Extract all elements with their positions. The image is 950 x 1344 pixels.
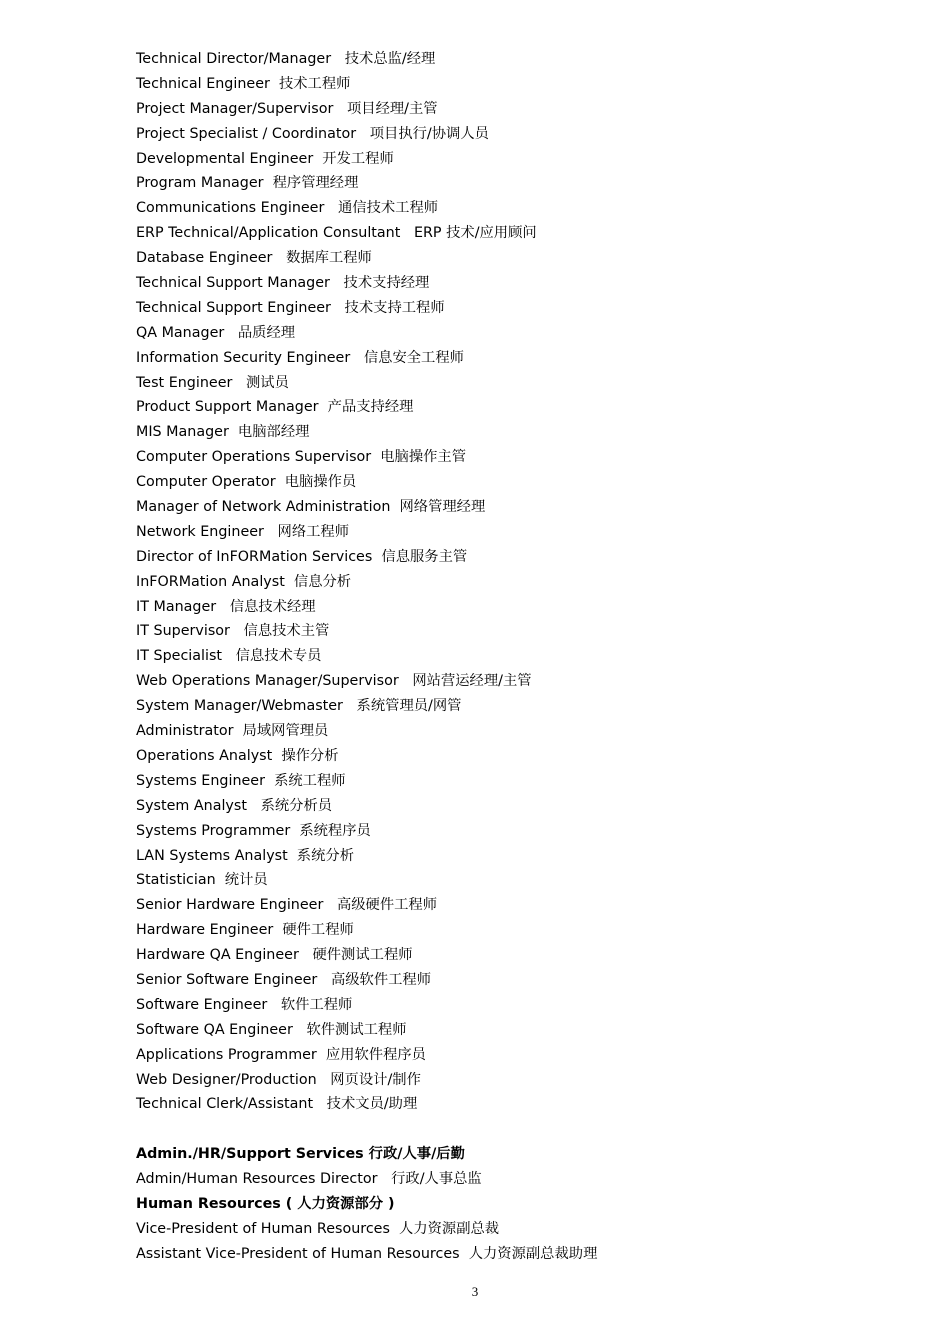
list-item: MIS Manager 电脑部经理 bbox=[136, 424, 310, 441]
list-item: System Analyst 系统分析员 bbox=[136, 797, 333, 814]
list-item: Assistant Vice-President of Human Resources 人力资源副总裁助理 bbox=[136, 1245, 598, 1262]
list-item: Software QA Engineer 软件测试工程师 bbox=[136, 1021, 407, 1038]
list-item: QA Manager 品质经理 bbox=[136, 324, 296, 341]
document-body bbox=[136, 47, 896, 1267]
list-item: Senior Software Engineer 高级软件工程师 bbox=[136, 971, 432, 988]
list-item: IT Supervisor 信息技术主管 bbox=[136, 623, 330, 640]
list-item: Database Engineer 数据库工程师 bbox=[136, 250, 372, 267]
blank-line bbox=[136, 1117, 896, 1142]
list-item: Communications Engineer 通信技术工程师 bbox=[136, 200, 439, 217]
list-item: Project Specialist / Coordinator 项目执行/协调人员 bbox=[136, 125, 489, 142]
list-item: Operations Analyst 操作分析 bbox=[136, 747, 339, 764]
list-item: InFORMation Analyst 信息分析 bbox=[136, 573, 352, 590]
list-item: Technical Support Manager 技术支持经理 bbox=[136, 275, 430, 292]
list-item: Director of InFORMation Services 信息服务主管 bbox=[136, 548, 468, 565]
list-item: Computer Operations Supervisor 电脑操作主管 bbox=[136, 449, 467, 466]
list-item: LAN Systems Analyst 系统分析 bbox=[136, 847, 354, 864]
subsection-heading: Human Resources ( 人力资源部分 ) bbox=[136, 1195, 395, 1212]
list-item: Program Manager 程序管理经理 bbox=[136, 175, 359, 192]
list-item: Admin/Human Resources Director 行政/人事总监 bbox=[136, 1171, 482, 1188]
list-item: Project Manager/Supervisor 项目经理/主管 bbox=[136, 100, 438, 117]
list-item: Technical Director/Manager 技术总监/经理 bbox=[136, 51, 436, 67]
list-item: Information Security Engineer 信息安全工程师 bbox=[136, 349, 464, 366]
list-item: Statistician 统计员 bbox=[136, 872, 268, 889]
list-item: Administrator 局域网管理员 bbox=[136, 723, 329, 740]
list-item: ERP Technical/Application Consultant ERP 技术/应用顾问 bbox=[136, 225, 537, 242]
list-item: Technical Engineer 技术工程师 bbox=[136, 75, 351, 92]
job-title-list bbox=[136, 47, 896, 1117]
list-item: System Manager/Webmaster 系统管理员/网管 bbox=[136, 698, 462, 715]
list-item: Developmental Engineer 开发工程师 bbox=[136, 150, 394, 167]
list-item: Systems Engineer 系统工程师 bbox=[136, 772, 346, 789]
list-item: Computer Operator 电脑操作员 bbox=[136, 474, 357, 491]
list-item: Network Engineer 网络工程师 bbox=[136, 523, 350, 540]
job-title-list-hr bbox=[136, 1217, 896, 1267]
list-item: Software Engineer 软件工程师 bbox=[136, 996, 353, 1013]
list-item: Systems Programmer 系统程序员 bbox=[136, 822, 371, 839]
list-item: Hardware QA Engineer 硬件测试工程师 bbox=[136, 947, 413, 964]
list-item: Test Engineer 测试员 bbox=[136, 374, 289, 391]
list-item: Technical Clerk/Assistant 技术文员/助理 bbox=[136, 1096, 418, 1113]
list-item: Product Support Manager 产品支持经理 bbox=[136, 399, 414, 416]
section-heading: Admin./HR/Support Services 行政/人事/后勤 bbox=[136, 1146, 465, 1163]
list-item: Web Designer/Production 网页设计/制作 bbox=[136, 1071, 421, 1088]
list-item: Applications Programmer 应用软件程序员 bbox=[136, 1046, 426, 1063]
list-item: Manager of Network Administration 网络管理经理 bbox=[136, 499, 486, 516]
list-item: IT Manager 信息技术经理 bbox=[136, 598, 316, 615]
list-item: Senior Hardware Engineer 高级硬件工程师 bbox=[136, 897, 438, 914]
list-item: Vice-President of Human Resources 人力资源副总裁 bbox=[136, 1220, 500, 1237]
list-item: IT Specialist 信息技术专员 bbox=[136, 648, 322, 665]
page-number: 3 bbox=[471, 1284, 479, 1299]
list-item: Hardware Engineer 硬件工程师 bbox=[136, 922, 354, 939]
list-item: Technical Support Engineer 技术支持工程师 bbox=[136, 299, 445, 316]
list-item: Web Operations Manager/Supervisor 网站营运经理/主管 bbox=[136, 673, 532, 690]
